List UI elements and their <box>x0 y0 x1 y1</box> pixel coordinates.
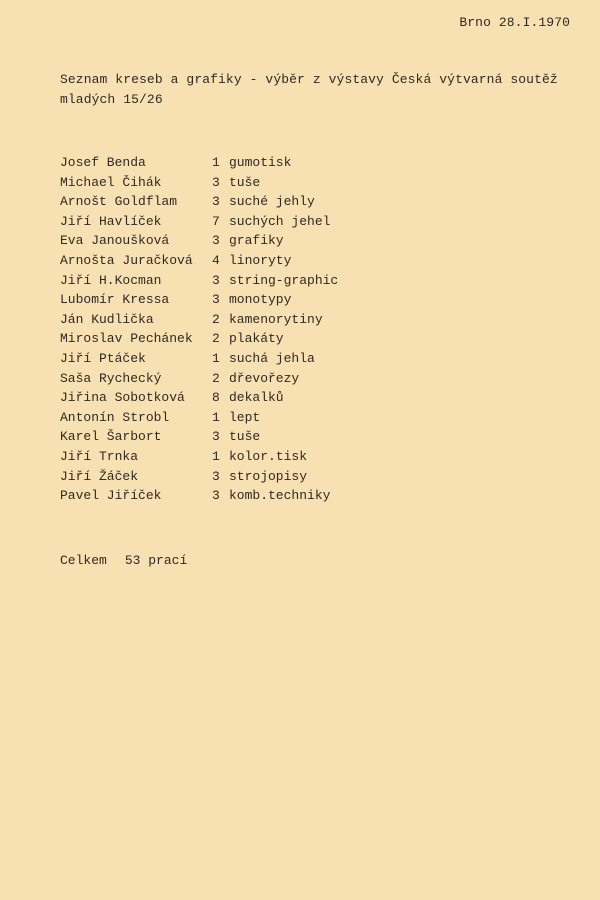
technique: kamenorytiny <box>229 311 323 327</box>
list-item <box>60 332 580 352</box>
technique: suché jehly <box>229 194 315 210</box>
technique: string-graphic <box>229 272 339 288</box>
work-count: 1 <box>212 409 220 425</box>
work-count: 3 <box>212 233 220 249</box>
work-count: 2 <box>212 370 220 386</box>
list-item <box>60 352 580 372</box>
technique: monotypy <box>229 292 292 308</box>
work-count: 8 <box>212 390 220 406</box>
work-count: 1 <box>212 350 220 366</box>
list-item <box>60 411 580 431</box>
list-item <box>60 293 580 313</box>
artist-name: Arnošt Goldflam <box>60 194 178 210</box>
artist-name: Arnošta Juračková <box>60 252 193 268</box>
artist-name: Jiří Ptáček <box>60 350 146 366</box>
artist-name: Antonín Strobl <box>60 409 170 425</box>
artist-name: Josef Benda <box>60 155 146 170</box>
technique: strojopisy <box>229 468 308 484</box>
work-count: 3 <box>212 292 220 308</box>
work-count: 3 <box>212 272 220 288</box>
artist-name: Jiří Žáček <box>60 468 139 484</box>
list-item <box>60 391 580 411</box>
list-item <box>60 234 580 254</box>
artist-name: Saša Rychecký <box>60 370 162 386</box>
list-item <box>60 156 580 176</box>
artist-name: Michael Čihák <box>60 174 162 190</box>
artist-name: Miroslav Pechánek <box>60 331 193 347</box>
list-item <box>60 450 580 470</box>
technique: suchých jehel <box>229 213 331 229</box>
work-count: 4 <box>212 252 220 268</box>
artist-name: Jiří Havlíček <box>60 213 162 229</box>
artist-name: Jiří H.Kocman <box>60 272 162 288</box>
total-unit: prací <box>148 553 188 568</box>
list-item <box>60 254 580 274</box>
technique: lept <box>229 409 261 425</box>
technique: plakáty <box>229 331 284 347</box>
list-item <box>60 430 580 450</box>
artist-name: Karel Šarbort <box>60 429 162 445</box>
list-item <box>60 489 580 509</box>
technique: dřevořezy <box>229 370 300 386</box>
list-item <box>60 372 580 392</box>
work-count: 2 <box>212 311 220 327</box>
work-count: 1 <box>212 448 220 464</box>
work-count: 3 <box>212 468 220 484</box>
artist-name: Ján Kudlička <box>60 311 154 327</box>
artist-name: Jiří Trnka <box>60 448 139 464</box>
list-item <box>60 470 580 490</box>
artist-name: Lubomír Kressa <box>60 292 170 308</box>
total-label: Celkem <box>60 553 107 568</box>
technique: suchá jehla <box>229 350 315 366</box>
document-date: Brno 28.I.1970 <box>459 15 570 30</box>
list-item <box>60 313 580 333</box>
artwork-list <box>60 156 580 509</box>
document-title: Seznam kreseb a grafiky - výběr z výstavy Česká výtvarná soutěž mladých 15/26 <box>60 72 558 107</box>
work-count: 3 <box>212 488 220 504</box>
work-count: 7 <box>212 213 220 229</box>
technique: linoryty <box>229 252 292 268</box>
total-value: 53 <box>124 553 141 568</box>
technique: grafiky <box>229 233 284 249</box>
work-count: 3 <box>212 174 220 190</box>
work-count: 2 <box>212 331 220 347</box>
list-item <box>60 274 580 294</box>
work-count: 3 <box>212 429 220 445</box>
technique: kolor.tisk <box>229 448 308 464</box>
artist-name: Pavel Jiříček <box>60 488 162 504</box>
technique: tuše <box>229 429 261 445</box>
technique: tuše <box>229 174 261 190</box>
list-item <box>60 215 580 235</box>
list-item <box>60 195 580 215</box>
work-count: 1 <box>212 155 220 170</box>
total-line <box>60 554 187 567</box>
artist-name: Eva Janoušková <box>60 233 170 249</box>
list-item <box>60 176 580 196</box>
technique: gumotisk <box>229 155 292 170</box>
work-count: 3 <box>212 194 220 210</box>
technique: komb.techniky <box>229 488 331 504</box>
technique: dekalků <box>229 390 284 406</box>
artist-name: Jiřina Sobotková <box>60 390 185 406</box>
